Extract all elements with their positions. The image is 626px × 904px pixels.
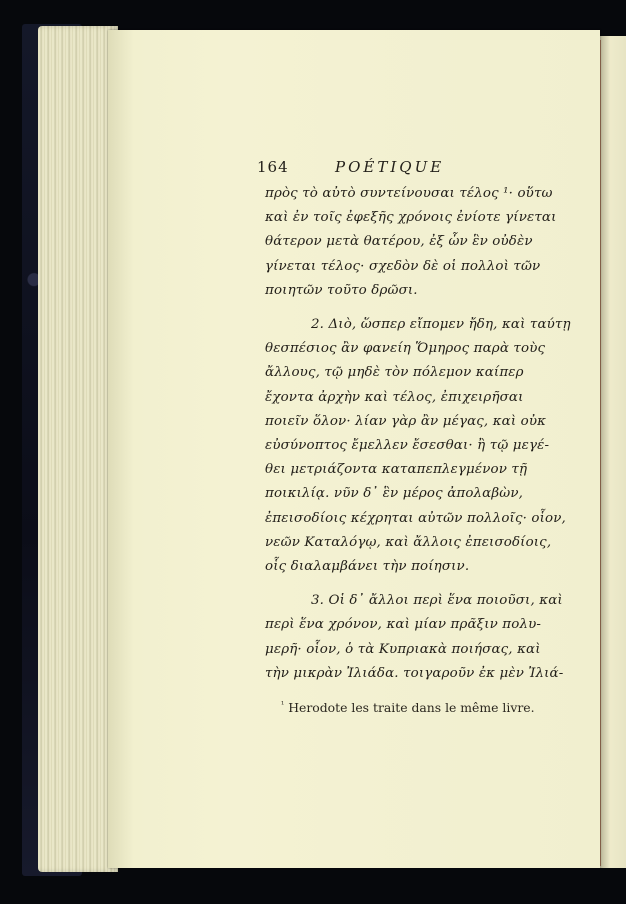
footnote: [265, 700, 550, 715]
running-head: [257, 158, 550, 182]
text-line: οἷς διαλαμβάνει τὴν ποίησιν.: [265, 559, 470, 575]
text-line: νεῶν Καταλόγῳ, καὶ ἄλλοις ἐπεισοδίοις,: [265, 534, 552, 550]
text-line: γίνεται τέλος· σχεδὸν δὲ οἱ πολλοὶ τῶν: [265, 258, 541, 274]
paragraph-1: [265, 182, 557, 303]
text-line: 2. Διὸ, ὥσπερ εἴπομεν ἤδη, καὶ ταύτῃ: [311, 317, 571, 333]
text-line: περὶ ἕνα χρόνον, καὶ μίαν πρᾶξιν πολυ-: [265, 617, 542, 633]
text-line: θεσπέσιος ἂν φανείη Ὅμηρος παρὰ τοὺς: [265, 341, 546, 357]
text-line: θει μετριάζοντα καταπεπλεγμένον τῇ: [265, 462, 528, 478]
text-line: καὶ ἐν τοῖς ἐφεξῆς χρόνοις ἐνίοτε γίνεται: [265, 210, 557, 226]
text-line: εὐσύνοπτος ἔμελλεν ἔσεσθαι· ἢ τῷ μεγέ-: [265, 438, 550, 454]
text-line: τὴν μικρὰν Ἰλιάδα. τοιγαροῦν ἐκ μὲν Ἰλιά-: [265, 665, 564, 681]
page-number: 164: [257, 158, 289, 176]
text-line: ποικιλίᾳ. νῦν δ᾽ ἓν μέρος ἀπολαβὼν,: [265, 486, 524, 502]
footnote-text: Herodote les traite dans le même livre.: [288, 700, 535, 716]
text-line: μερῆ· οἷον, ὁ τὰ Κυπριακὰ ποιήσας, καὶ: [265, 641, 541, 657]
text-line: ποιητῶν τοῦτο δρῶσι.: [265, 282, 418, 298]
footnote-marker: ¹: [281, 700, 285, 710]
paragraph-gap: [265, 579, 550, 589]
paragraph-2: [265, 313, 571, 579]
paragraph-3: [265, 589, 564, 686]
text-line: ἔχοντα ἀρχὴν καὶ τέλος, ἐπιχειρῆσαι: [265, 389, 524, 405]
paragraph-gap: [265, 303, 550, 313]
text-line: ἐπεισοδίοις κέχρηται αὐτῶν πολλοῖς· οἷον,: [265, 510, 566, 526]
text-line: 3. Οἱ δ᾽ ἄλλοι περὶ ἕνα ποιοῦσι, καὶ: [311, 593, 563, 609]
text-line: πρὸς τὸ αὐτὸ συντείνουσαι τέλος ¹· οὕτω: [265, 186, 553, 201]
text-line: ἄλλους, τῷ μηδὲ τὸν πόλεμον καίπερ: [265, 365, 524, 381]
facing-page-edge: [600, 36, 626, 868]
text-line: ποιεῖν ὅλον· λίαν γὰρ ἂν μέγας, καὶ οὐκ: [265, 413, 547, 429]
text-line: θάτερον μετὰ θατέρου, ἐξ ὧν ἓν οὐδὲν: [265, 234, 533, 250]
page-edges: [38, 26, 118, 872]
running-title: POÉTIQUE: [335, 158, 445, 176]
page-text: [257, 158, 571, 716]
